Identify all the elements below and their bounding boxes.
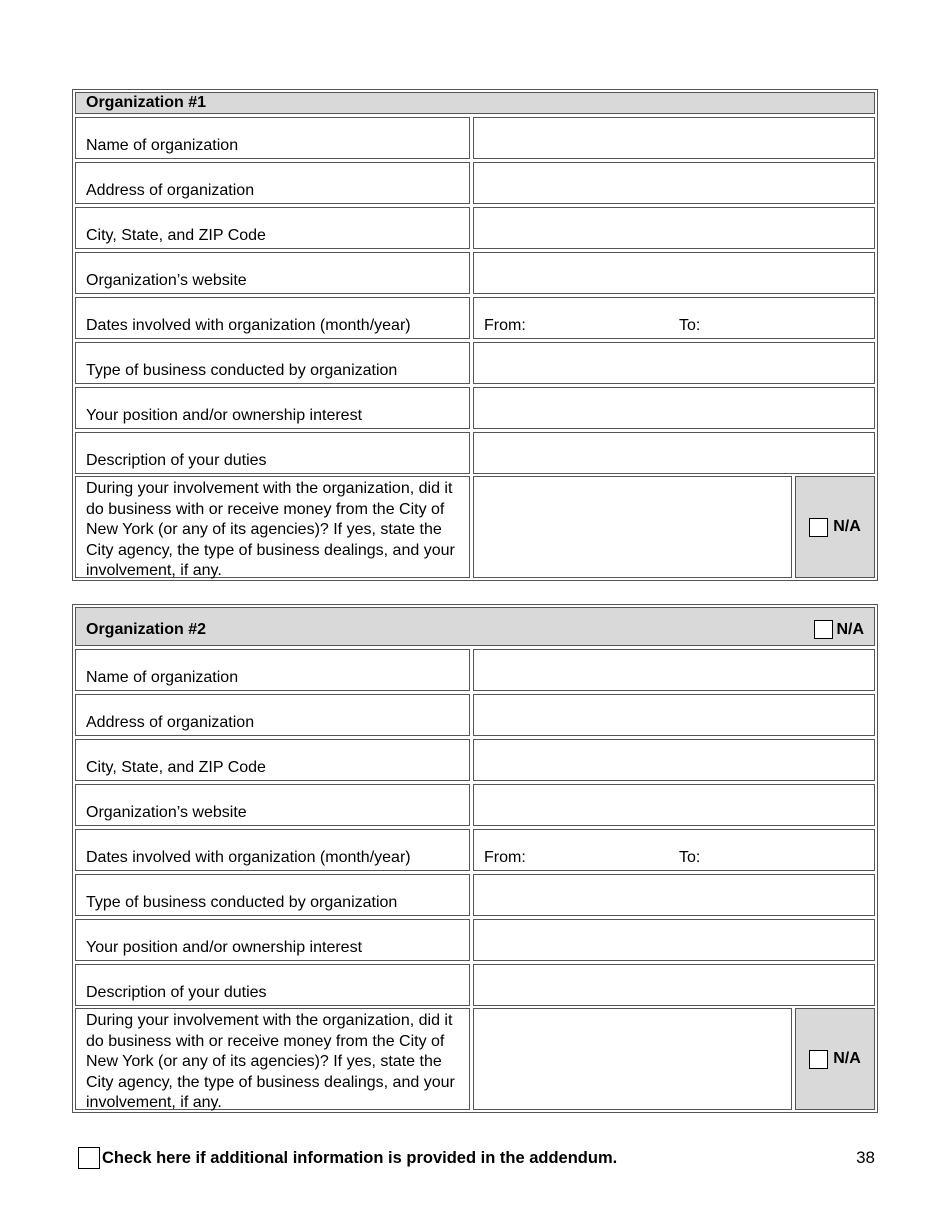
org1-address-label: Address of organization	[75, 162, 470, 204]
org1-na-label: N/A	[833, 518, 861, 535]
organization-1-header	[75, 92, 875, 114]
org1-city-field[interactable]	[473, 207, 875, 249]
org1-city-label: City, State, and ZIP Code	[75, 207, 470, 249]
org1-name-field[interactable]	[473, 117, 875, 159]
addendum-label: Check here if additional information is provided in the addendum.	[102, 1148, 618, 1167]
org2-position-label: Your position and/or ownership interest	[75, 919, 470, 961]
org2-header-na-checkbox[interactable]	[814, 620, 833, 639]
org2-dates-label: Dates involved with organization (month/year)	[75, 829, 470, 871]
organization-2-title: Organization #2	[86, 620, 207, 638]
org1-position-field[interactable]	[473, 387, 875, 429]
org1-na-checkbox[interactable]	[809, 518, 828, 537]
org2-city-business-na	[795, 1008, 875, 1110]
org1-row-city-business	[75, 476, 875, 578]
org2-website-field[interactable]	[473, 784, 875, 826]
org1-row-duties	[75, 432, 875, 474]
org2-city-label: City, State, and ZIP Code	[75, 739, 470, 781]
page-number: 38	[856, 1148, 875, 1167]
org2-row-name	[75, 649, 875, 691]
org1-website-field[interactable]	[473, 252, 875, 294]
org1-dates-label: Dates involved with organization (month/year)	[75, 297, 470, 339]
org1-duties-label: Description of your duties	[75, 432, 470, 474]
org1-website-label: Organization’s website	[75, 252, 470, 294]
org1-from-label: From:	[484, 317, 526, 334]
org2-row-city-business	[75, 1008, 875, 1110]
org1-row-city	[75, 207, 875, 249]
organization-1-table	[72, 89, 878, 581]
org2-row-dates	[75, 829, 875, 871]
org2-address-field[interactable]	[473, 694, 875, 736]
org2-row-duties	[75, 964, 875, 1006]
org1-city-business-na	[795, 476, 875, 578]
page-footer	[78, 1147, 875, 1169]
org2-business-type-label: Type of business conducted by organization	[75, 874, 470, 916]
org2-address-label: Address of organization	[75, 694, 470, 736]
org1-duties-field[interactable]	[473, 432, 875, 474]
org2-city-field[interactable]	[473, 739, 875, 781]
org2-header-na-label: N/A	[836, 620, 864, 638]
org1-row-dates	[75, 297, 875, 339]
org2-duties-label: Description of your duties	[75, 964, 470, 1006]
org2-name-field[interactable]	[473, 649, 875, 691]
org2-row-address	[75, 694, 875, 736]
org1-business-type-label: Type of business conducted by organization	[75, 342, 470, 384]
org2-website-label: Organization’s website	[75, 784, 470, 826]
org1-dates-field[interactable]	[473, 297, 875, 339]
org2-row-website	[75, 784, 875, 826]
org1-row-business-type	[75, 342, 875, 384]
org1-business-type-field[interactable]	[473, 342, 875, 384]
org2-business-type-field[interactable]	[473, 874, 875, 916]
org2-row-position	[75, 919, 875, 961]
org2-duties-field[interactable]	[473, 964, 875, 1006]
org1-row-website	[75, 252, 875, 294]
org2-na-label: N/A	[833, 1050, 861, 1067]
org1-row-name	[75, 117, 875, 159]
org1-row-position	[75, 387, 875, 429]
org1-city-business-field[interactable]	[473, 476, 792, 578]
organization-1-title: Organization #1	[86, 94, 207, 111]
org2-city-business-question: During your involvement with the organization, did it do business with or receive money from the City of New York (or any of its agencies)? If yes, state the City agency, the type of business dealings, and your involvement, if any.	[75, 1008, 470, 1110]
organization-2-table	[72, 604, 878, 1113]
org2-position-field[interactable]	[473, 919, 875, 961]
org1-row-address	[75, 162, 875, 204]
addendum-checkbox[interactable]	[78, 1147, 100, 1169]
org2-to-label: To:	[679, 849, 701, 866]
org2-row-city	[75, 739, 875, 781]
organization-2-header	[75, 607, 875, 646]
org2-na-checkbox[interactable]	[809, 1050, 828, 1069]
org2-row-business-type	[75, 874, 875, 916]
org1-to-label: To:	[679, 317, 701, 334]
org1-position-label: Your position and/or ownership interest	[75, 387, 470, 429]
org2-city-business-field[interactable]	[473, 1008, 792, 1110]
org1-address-field[interactable]	[473, 162, 875, 204]
org2-header-na	[814, 620, 864, 639]
org2-name-label: Name of organization	[75, 649, 470, 691]
org2-dates-field[interactable]	[473, 829, 875, 871]
org2-from-label: From:	[484, 849, 526, 866]
addendum-check	[78, 1147, 617, 1169]
org1-city-business-question: During your involvement with the organization, did it do business with or receive money from the City of New York (or any of its agencies)? If yes, state the City agency, the type of business dealings, and your involvement, if any.	[75, 476, 470, 578]
org1-name-label: Name of organization	[75, 117, 470, 159]
